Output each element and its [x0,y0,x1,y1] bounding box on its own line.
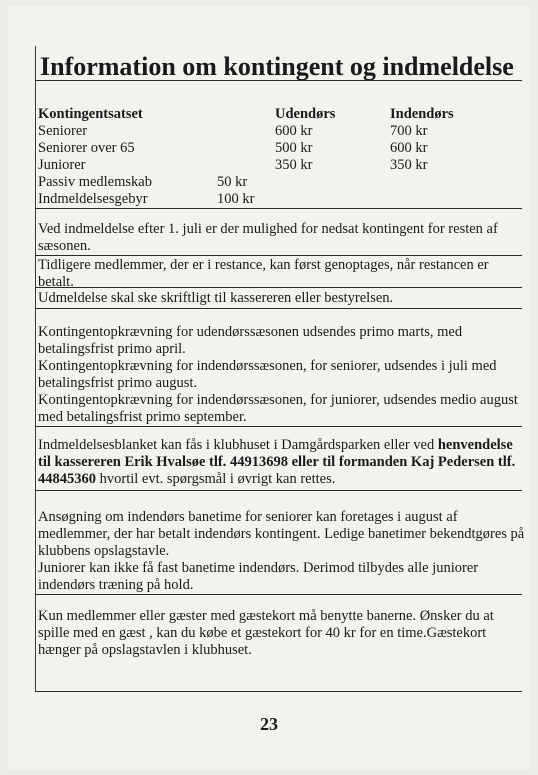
paragraph-contact [38,437,514,488]
divider [35,490,522,491]
row-flat-fee: 100 kr [217,191,255,207]
row-label: Passiv medlemskab [38,174,152,190]
divider [35,308,522,309]
text-line: Ved indmeldelse efter 1. juli er der mulighed for nedsat kontingent for resten af [38,221,498,237]
paragraph-court-booking [38,509,525,594]
text-line: betalt. [38,274,74,290]
divider [35,287,522,288]
text-line: Kontingentopkrævning for udendørssæsonen udsendes primo marts, med [38,324,463,340]
bottom-rule [35,691,522,692]
row-label: Seniorer [38,123,88,139]
text-line: til kassereren Erik Hvalsøe tlf. 44913698 eller til formanden Kaj Pedersen tlf. [38,454,516,470]
text-line: Tidligere medlemmer, der er i restance, kan først genoptages, når restancen er [38,257,489,273]
text-line: klubbens opslagstavle. [38,543,170,559]
table-header-indoor: Indendørs [390,106,454,122]
divider [35,208,522,209]
text-line [38,437,514,454]
title-rule [35,80,522,81]
paragraph-guests [38,608,514,659]
paragraph-billing [38,324,518,426]
divider [35,426,522,427]
text-line: medlemmer, der har betalt indendørs kontingent. Ledige banetimer bekendtgøres på [38,526,525,542]
divider [35,594,522,595]
row-indoor-fee: 350 kr [390,157,428,173]
text-line: Kontingentopkrævning for indendørssæsonen, for juniorer, udsendes medio august [38,392,518,408]
row-label: Juniorer [38,157,86,173]
row-label: Seniorer over 65 [38,140,135,156]
row-indoor-fee: 700 kr [390,123,428,139]
paragraph-resignation [38,290,514,307]
row-indoor-fee: 600 kr [390,140,428,156]
divider [35,255,522,256]
paragraph-late-signup [38,221,514,255]
text-normal: Indmeldelsesblanket kan fås i klubhuset i Damgårdsparken eller ved [38,437,438,453]
text-line: sæsonen. [38,238,91,254]
text-bold: henvendelse [437,437,513,453]
page-number: 23 [260,714,278,734]
text-line: Kun medlemmer eller gæster med gæstekort må benytte banerne. Ønsker du at [38,608,494,624]
text-line: betalingsfrist primo august. [38,375,198,391]
row-outdoor-fee: 600 kr [275,123,313,139]
paragraph-arrears [38,257,514,291]
row-outdoor-fee: 500 kr [275,140,313,156]
text-normal: hvortil evt. spørgsmål i øvrigt kan rettes. [96,471,336,487]
text-line [38,471,514,488]
text-line: spille med en gæst , kan du købe et gæstekort for 40 kr for en time.Gæstekort [38,625,487,641]
table-header-outdoor: Udendørs [275,106,336,122]
row-outdoor-fee: 350 kr [275,157,313,173]
text-line: hænger på opslagstavlen i klubhuset. [38,642,252,658]
text-line: Udmeldelse skal ske skriftligt til kassereren eller bestyrelsen. [38,290,394,306]
text-line: med betalingsfrist primo september. [38,409,247,425]
text-line: Juniorer kan ikke få fast banetime indendørs. Derimod tilbydes alle juniorer [38,560,479,576]
text-line: Ansøgning om indendørs banetime for seniorer kan foretages i august af [38,509,458,525]
page-title: Information om kontingent og indmeldelse [40,52,514,81]
text-line: Kontingentopkrævning for indendørssæsonen, for seniorer, udsendes i juli med [38,358,497,374]
text-bold: 44845360 [38,471,96,487]
row-label: Indmeldelsesgebyr [38,191,148,207]
row-flat-fee: 50 kr [217,174,248,190]
text-line: indendørs træning på hold. [38,577,194,593]
text-line: betalingsfrist primo april. [38,341,186,357]
table-header-category: Kontingentsatset [38,106,143,122]
